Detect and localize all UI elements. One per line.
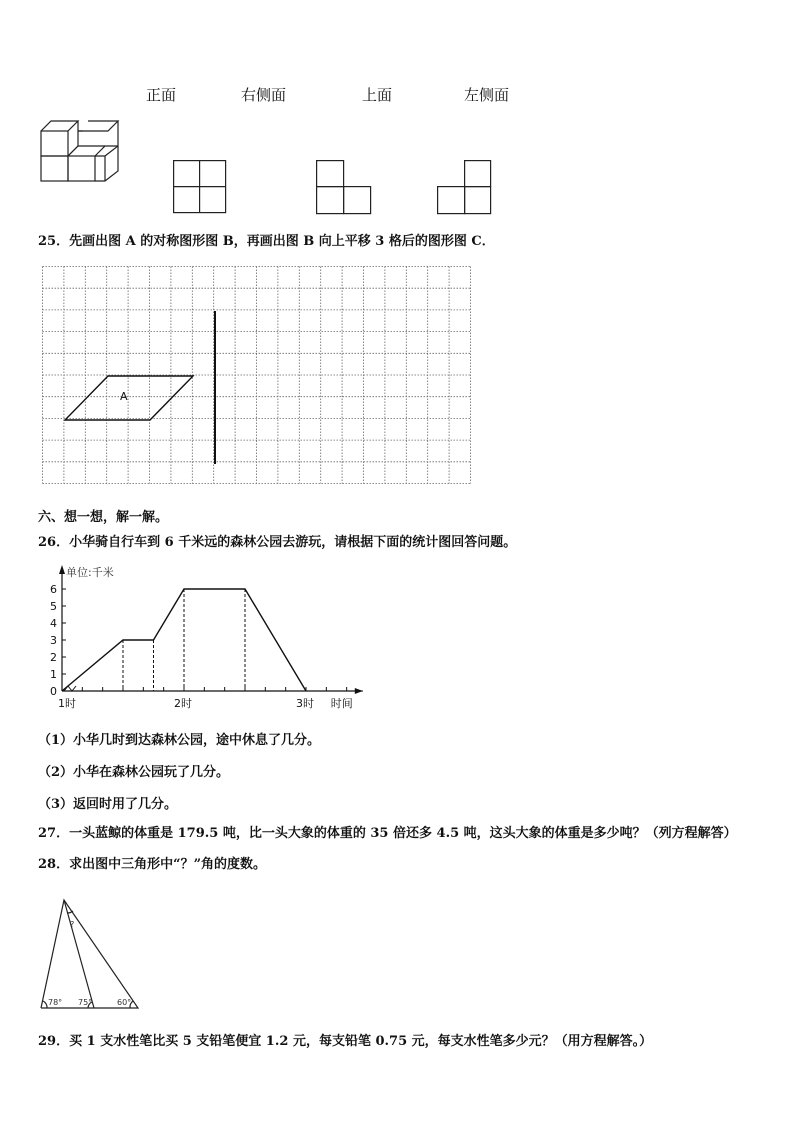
question-26: 26．小华骑自行车到 6 千米远的森林公园去游玩，请根据下面的统计图回答问题。 xyxy=(38,535,517,550)
x-axis-arrow xyxy=(355,688,363,694)
y-tick-label: 2 xyxy=(50,651,57,664)
y-axis-label: 单位:千米 xyxy=(66,566,114,579)
question-28: 28．求出图中三角形中“？”角的度数。 xyxy=(38,857,267,872)
y-tick-label: 0 xyxy=(50,685,57,698)
section-6-heading: 六、想一想，解一解。 xyxy=(38,510,169,525)
y-tick-label: 4 xyxy=(50,617,57,630)
triangle-figure xyxy=(38,895,148,1013)
y-tick-label: 5 xyxy=(50,600,57,613)
view-label-right: 右侧面 xyxy=(241,86,287,104)
front-view-grid xyxy=(173,160,227,214)
x-axis-label: 时间 xyxy=(330,697,353,710)
view-label-top: 上面 xyxy=(362,86,393,104)
question-25: 25．先画出图 A 的对称图形图 B，再画出图 B 向上平移 3 格后的图形图 C． xyxy=(38,234,495,249)
cube-solid-figure xyxy=(38,118,118,184)
angle-label-60: 60° xyxy=(117,998,132,1007)
x-tick-label: 3时 xyxy=(296,697,314,710)
y-tick-label: 1 xyxy=(50,668,57,681)
shape-label-a: A xyxy=(120,390,128,403)
angle-label-78: 78° xyxy=(48,998,63,1007)
view-label-left: 左侧面 xyxy=(464,86,510,104)
x-tick-label: 1时 xyxy=(58,697,76,710)
question-26-part-1: （1）小华几时到达森林公园，途中休息了几分。 xyxy=(38,733,321,748)
distance-time-chart xyxy=(36,560,416,720)
y-tick-label: 6 xyxy=(50,583,57,596)
y-tick-label: 3 xyxy=(50,634,57,647)
angle-label-unknown: ? xyxy=(70,920,75,929)
question-26-part-2: （2）小华在森林公园玩了几分。 xyxy=(38,765,230,780)
right-view-grid xyxy=(316,160,372,216)
left-view-grid xyxy=(437,160,493,216)
y-axis-arrow xyxy=(59,565,65,574)
question-27: 27．一头蓝鲸的体重是 179.5 吨，比一头大象的体重的 35 倍还多 4.5 吨，这头大象的体重是多少吨？（列方程解答） xyxy=(38,826,737,841)
parallelogram-a xyxy=(65,376,193,420)
dotted-grid xyxy=(42,266,472,488)
x-tick-label: 2时 xyxy=(174,697,192,710)
view-label-front: 正面 xyxy=(146,86,177,104)
angle-label-75: 75° xyxy=(78,998,93,1007)
question-29: 29．买 1 支水性笔比买 5 支铅笔便宜 1.2 元，每支铅笔 0.75 元，每支水性笔多少元？（用方程解答。） xyxy=(38,1034,653,1049)
question-26-part-3: （3）返回时用了几分。 xyxy=(38,797,178,812)
